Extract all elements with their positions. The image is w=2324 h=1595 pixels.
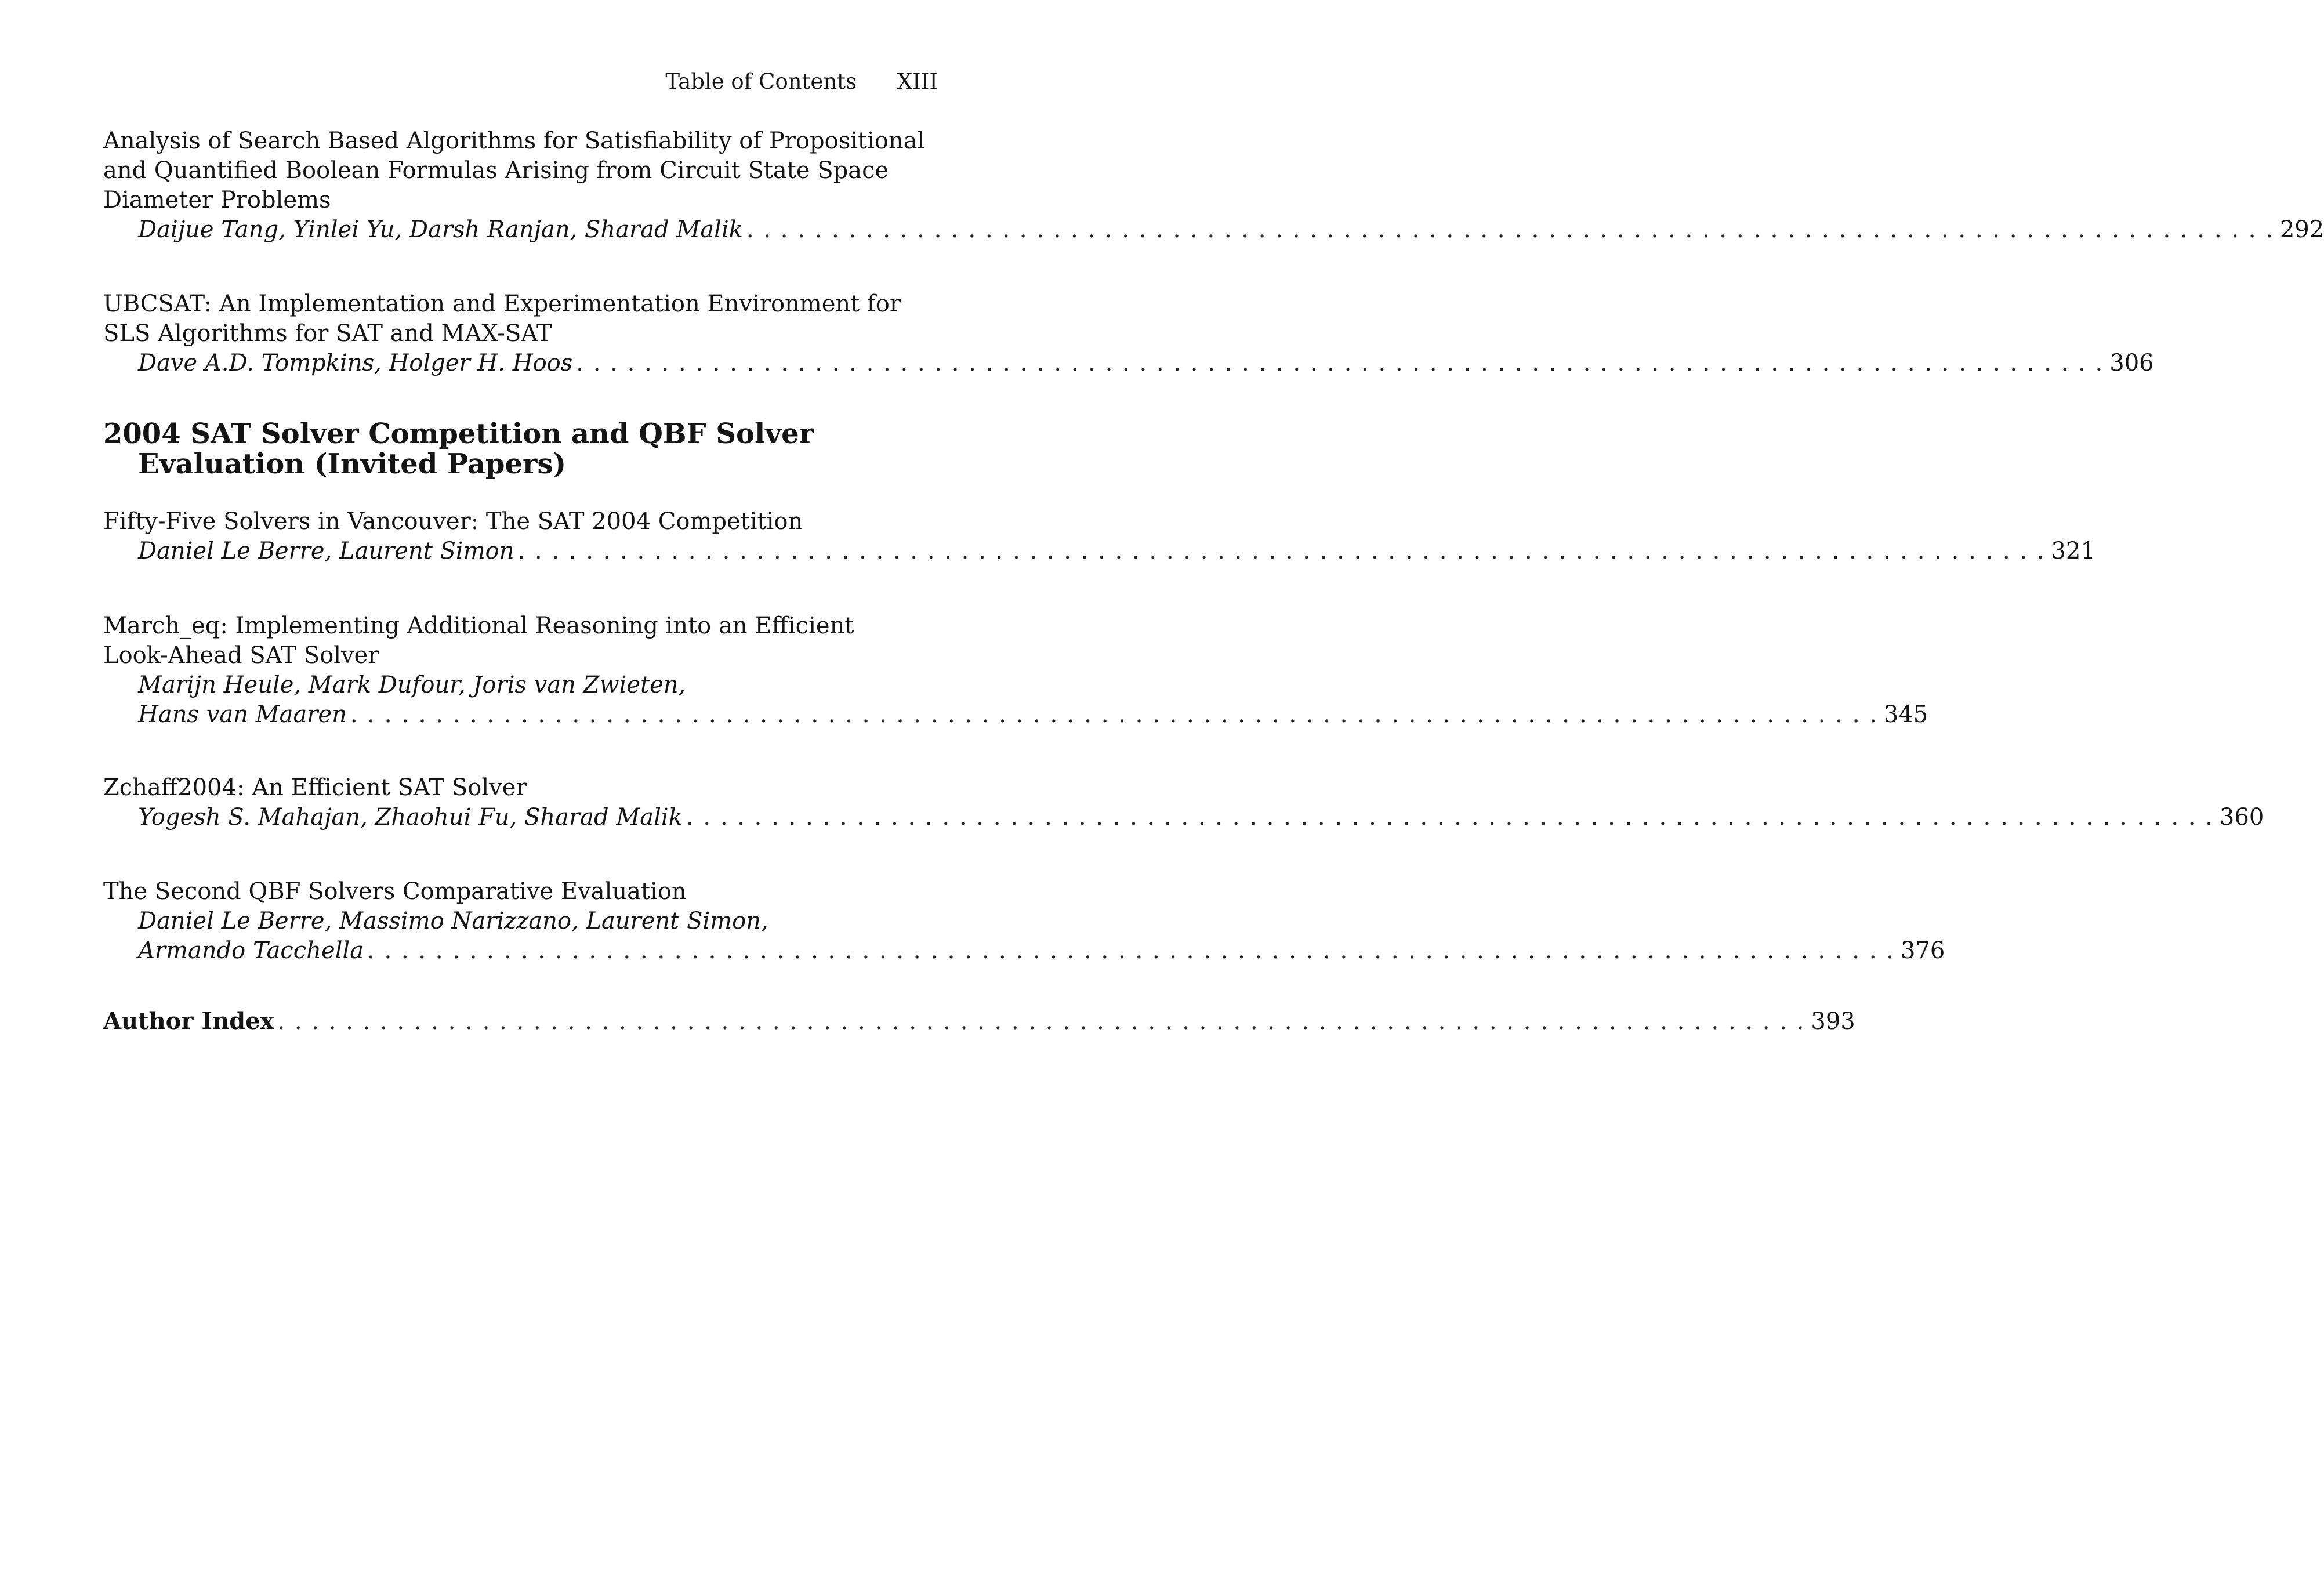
dot-leader: . . . . . . . . . . . . . . . . . . . . . . . . . . . . . . . . . . . . . . . . . . . . . . . . . . . . . . . . . . . . . . . . . . . . . . . . . . . . . . . . . . . . . . . . . .	[277, 1008, 1805, 1035]
entry-authors: Daijue Tang, Yinlei Yu, Darsh Ranjan, Sharad Malik	[138, 216, 743, 243]
entry-page-number: 376	[1901, 937, 1945, 964]
entry-authors: Hans van Maaren	[138, 701, 347, 728]
entry-page-number: 306	[2109, 350, 2154, 376]
toc-entry[interactable]	[103, 611, 1928, 730]
entry-title-line: March_eq: Implementing Additional Reasoning into an Efficient	[103, 612, 854, 639]
entry-title-line: Analysis of Search Based Algorithms for Satisfiability of Propositional	[103, 128, 925, 154]
entry-authors: Daniel Le Berre, Laurent Simon	[138, 538, 514, 564]
entry-page-number: 345	[1883, 701, 1928, 728]
dot-leader: . . . . . . . . . . . . . . . . . . . . . . . . . . . . . . . . . . . . . . . . . . . . . . . . . . . . . . . . . . . . . . . . . . . . . . . . . . . . . . . . . . . . . . . . . .	[367, 937, 1895, 964]
entry-title-line: and Quantified Boolean Formulas Arising from Circuit State Space	[103, 157, 889, 184]
author-index-page-number: 393	[1811, 1008, 1855, 1035]
section-heading	[103, 419, 937, 479]
entry-author-row	[103, 700, 1928, 730]
entry-author-row	[103, 907, 937, 936]
entry-author-row	[103, 803, 2264, 832]
running-head-page-number: XIII	[897, 69, 938, 94]
entry-page-number: 360	[2219, 804, 2264, 831]
entry-title-line: UBCSAT: An Implementation and Experimentation Environment for	[103, 291, 901, 317]
entry-author-row	[103, 936, 1945, 966]
entry-authors: Yogesh S. Mahajan, Zhaohui Fu, Sharad Malik	[138, 804, 683, 831]
dot-leader: . . . . . . . . . . . . . . . . . . . . . . . . . . . . . . . . . . . . . . . . . . . . . . . . . . . . . . . . . . . . . . . . . . . . . . . . . . . . . . . . . . . . . . . . . .	[686, 804, 2214, 831]
entry-title-line: The Second QBF Solvers Comparative Evaluation	[103, 878, 687, 905]
dot-leader: . . . . . . . . . . . . . . . . . . . . . . . . . . . . . . . . . . . . . . . . . . . . . . . . . . . . . . . . . . . . . . . . . . . . . . . . . . . . . . . . . . . . . . . . . .	[576, 350, 2104, 376]
entry-author-row	[103, 536, 2095, 566]
entry-author-row	[103, 215, 2324, 245]
toc-entry[interactable]	[103, 289, 2154, 378]
entry-title-line: Zchaff2004: An Efficient SAT Solver	[103, 774, 527, 801]
toc-entry[interactable]	[103, 507, 2095, 566]
entry-title-line: Fifty-Five Solvers in Vancouver: The SAT 2004 Competition	[103, 508, 803, 535]
entry-authors: Dave A.D. Tompkins, Holger H. Hoos	[138, 350, 573, 376]
entry-authors: Armando Tacchella	[138, 937, 364, 964]
entry-author-row	[103, 349, 2154, 378]
entry-title-line: Diameter Problems	[103, 187, 331, 213]
toc-entry[interactable]	[103, 773, 2264, 832]
toc-entry[interactable]	[103, 126, 2324, 245]
entry-title-line: Look-Ahead SAT Solver	[103, 642, 379, 669]
dot-leader: . . . . . . . . . . . . . . . . . . . . . . . . . . . . . . . . . . . . . . . . . . . . . . . . . . . . . . . . . . . . . . . . . . . . . . . . . . . . . . . . . . . . . . . . . .	[517, 538, 2046, 564]
author-index-entry[interactable]	[103, 1005, 1855, 1038]
toc-entry[interactable]	[103, 877, 1945, 966]
dot-leader: . . . . . . . . . . . . . . . . . . . . . . . . . . . . . . . . . . . . . . . . . . . . . . . . . . . . . . . . . . . . . . . . . . . . . . . . . . . . . . . . . . . . . . . . . .	[746, 216, 2274, 243]
entry-page-number: 292	[2279, 216, 2324, 243]
running-head	[665, 68, 938, 95]
section-heading-line: Evaluation (Invited Papers)	[138, 448, 567, 480]
section-heading-line: 2004 SAT Solver Competition and QBF Solver	[103, 418, 814, 450]
entry-authors: Marijn Heule, Mark Dufour, Joris van Zwieten,	[138, 672, 686, 698]
dot-leader: . . . . . . . . . . . . . . . . . . . . . . . . . . . . . . . . . . . . . . . . . . . . . . . . . . . . . . . . . . . . . . . . . . . . . . . . . . . . . . . . . . . . . . . . . .	[350, 701, 1878, 728]
author-index-label: Author Index	[103, 1007, 274, 1035]
entry-title-line: SLS Algorithms for SAT and MAX-SAT	[103, 320, 552, 347]
entry-authors: Daniel Le Berre, Massimo Narizzano, Laurent Simon,	[138, 908, 768, 934]
entry-author-row	[103, 670, 937, 700]
entry-page-number: 321	[2051, 538, 2095, 564]
running-head-title: Table of Contents	[665, 69, 857, 94]
